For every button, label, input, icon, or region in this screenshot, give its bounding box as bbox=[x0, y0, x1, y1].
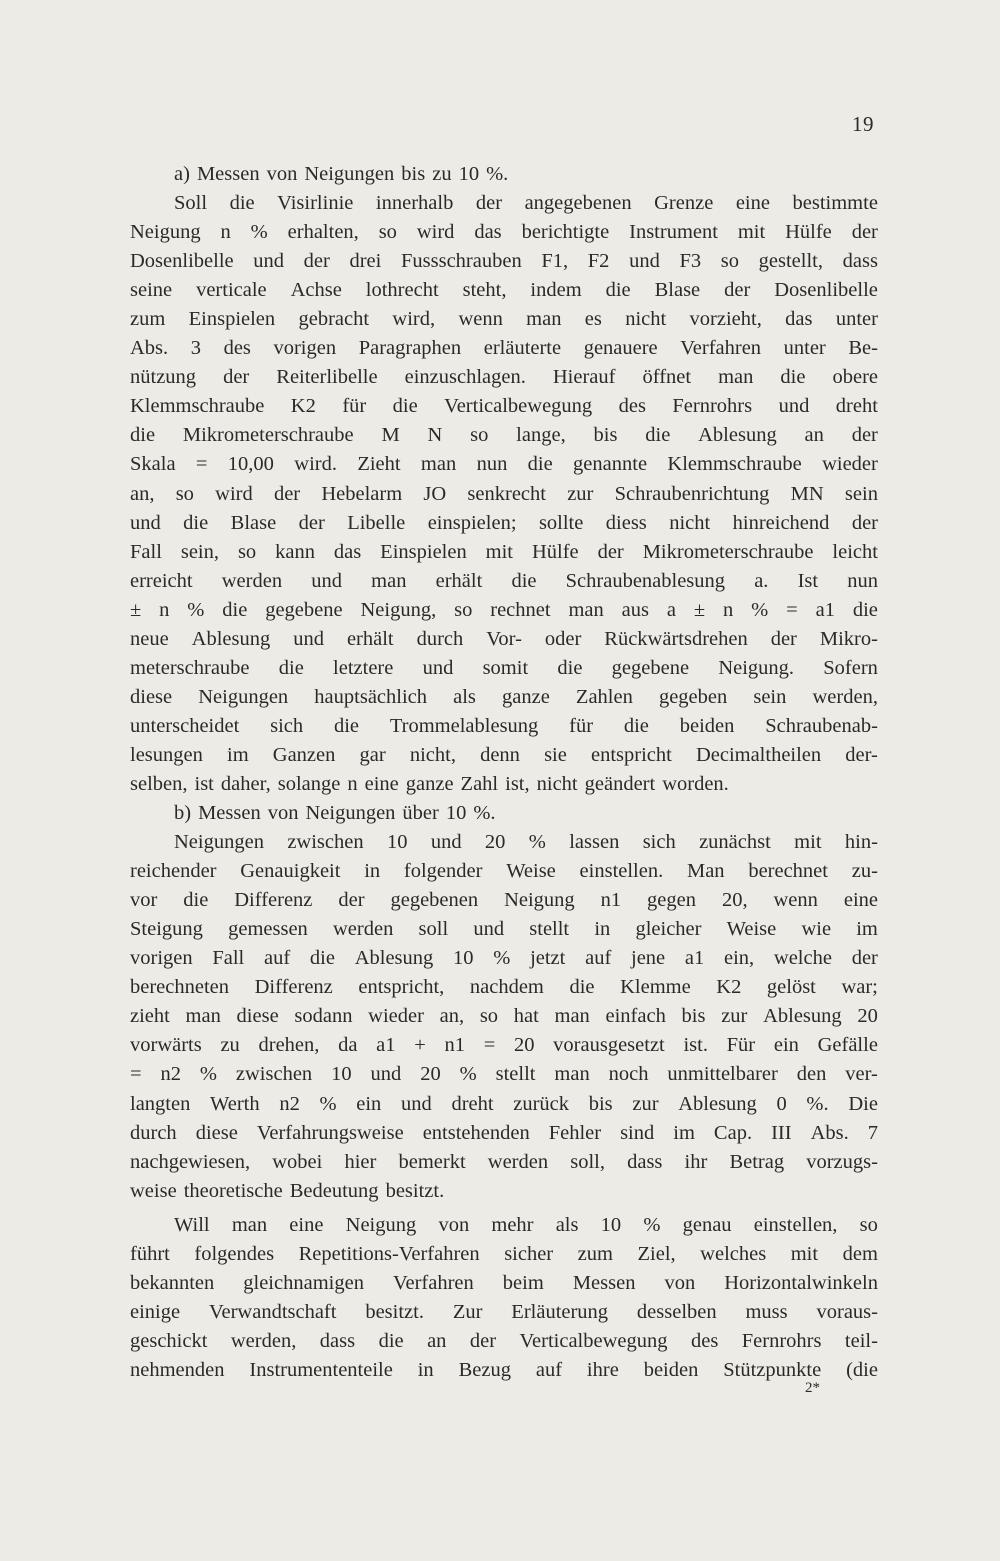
text-line: seine verticale Achse lothrecht steht, indem die Blase der Dosenlibelle bbox=[130, 279, 878, 302]
body-text bbox=[130, 160, 878, 1385]
text-line: an, so wird der Hebelarm JO senkrecht zur Schraubenrichtung MN sein bbox=[130, 482, 878, 505]
text-line: geschickt werden, dass die an der Verticalbewegung des Fernrohrs teil- bbox=[130, 1329, 878, 1352]
text-line: Skala = 10,00 wird. Zieht man nun die genannte Klemmschraube wieder bbox=[130, 453, 878, 476]
text-line: zum Einspielen gebracht wird, wenn man es nicht vorzieht, das unter bbox=[130, 308, 878, 331]
text-line: unterscheidet sich die Trommelablesung für die beiden Schraubenab- bbox=[130, 714, 878, 737]
text-line: lesungen im Ganzen gar nicht, denn sie entspricht Decimaltheilen der- bbox=[130, 743, 878, 766]
text-line: nachgewiesen, wobei hier bemerkt werden soll, dass ihr Betrag vorzugs- bbox=[130, 1150, 878, 1173]
text-line: Neigungen zwischen 10 und 20 % lassen sich zunächst mit hin- bbox=[174, 831, 878, 854]
text-line: bekannten gleichnamigen Verfahren beim Messen von Horizontalwinkeln bbox=[130, 1271, 878, 1294]
text-line: nützung der Reiterlibelle einzuschlagen. Hierauf öffnet man die obere bbox=[130, 366, 878, 389]
text-line: vorigen Fall auf die Ablesung 10 % jetzt auf jene a1 ein, welche der bbox=[130, 947, 878, 970]
text-line: ± n % die gegebene Neigung, so rechnet man aus a ± n % = a1 die bbox=[130, 598, 878, 621]
text-line: Will man eine Neigung von mehr als 10 % genau einstellen, so bbox=[174, 1213, 878, 1236]
text-line: a) Messen von Neigungen bis zu 10 %. bbox=[174, 163, 509, 185]
signature-mark: 2* bbox=[805, 1380, 820, 1396]
text-line: führt folgendes Repetitions-Verfahren sicher zum Ziel, welches mit dem bbox=[130, 1242, 878, 1265]
text-line: Klemmschraube K2 für die Verticalbewegung des Fernrohrs und dreht bbox=[130, 395, 878, 418]
text-line: erreicht werden und man erhält die Schraubenablesung a. Ist nun bbox=[130, 569, 878, 592]
text-line: reichender Genauigkeit in folgender Weise einstellen. Man berechnet zu- bbox=[130, 860, 878, 883]
text-line: Soll die Visirlinie innerhalb der angegebenen Grenze eine bestimmte bbox=[174, 192, 878, 215]
text-line: b) Messen von Neigungen über 10 %. bbox=[174, 802, 496, 825]
text-line: langten Werth n2 % ein und dreht zurück bis zur Ablesung 0 %. Die bbox=[130, 1092, 878, 1115]
text-line: weise theoretische Bedeutung besitzt. bbox=[130, 1179, 445, 1202]
text-line: Neigung n % erhalten, so wird das berichtigte Instrument mit Hülfe der bbox=[130, 221, 878, 244]
text-line: Fall sein, so kann das Einspielen mit Hülfe der Mikrometerschraube leicht bbox=[130, 540, 878, 563]
page-number: 19 bbox=[852, 112, 874, 136]
text-line: neue Ablesung und erhält durch Vor- oder Rückwärtsdrehen der Mikro- bbox=[130, 627, 878, 650]
text-line: Steigung gemessen werden soll und stellt in gleicher Weise wie im bbox=[130, 918, 878, 941]
text-line: Dosenlibelle und der drei Fussschrauben F1, F2 und F3 so gestellt, dass bbox=[130, 250, 878, 273]
text-line: Abs. 3 des vorigen Paragraphen erläuterte genauere Verfahren unter Be- bbox=[130, 337, 878, 360]
text-line: vor die Differenz der gegebenen Neigung n1 gegen 20, wenn eine bbox=[130, 889, 878, 912]
text-line: diese Neigungen hauptsächlich als ganze Zahlen gegeben sein werden, bbox=[130, 685, 878, 708]
text-line: und die Blase der Libelle einspielen; sollte diess nicht hinreichend der bbox=[130, 511, 878, 534]
text-line: berechneten Differenz entspricht, nachdem die Klemme K2 gelöst war; bbox=[130, 976, 878, 999]
text-line: vorwärts zu drehen, da a1 + n1 = 20 vorausgesetzt ist. Für ein Gefälle bbox=[130, 1034, 878, 1057]
text-line: = n2 % zwischen 10 und 20 % stellt man noch unmittelbarer den ver- bbox=[130, 1063, 878, 1086]
text-line: nehmenden Instrumententeile in Bezug auf ihre beiden Stützpunkte (die bbox=[130, 1358, 878, 1381]
text-line: meterschraube die letztere und somit die gegebene Neigung. Sofern bbox=[130, 656, 878, 679]
text-line: zieht man diese sodann wieder an, so hat man einfach bis zur Ablesung 20 bbox=[130, 1005, 878, 1028]
text-line: selben, ist daher, solange n eine ganze Zahl ist, nicht geändert worden. bbox=[130, 772, 729, 795]
text-line: einige Verwandtschaft besitzt. Zur Erläuterung desselben muss voraus- bbox=[130, 1300, 878, 1323]
text-line: die Mikrometerschraube M N so lange, bis die Ablesung an der bbox=[130, 424, 878, 447]
text-line: durch diese Verfahrungsweise entstehenden Fehler sind im Cap. III Abs. 7 bbox=[130, 1121, 878, 1144]
